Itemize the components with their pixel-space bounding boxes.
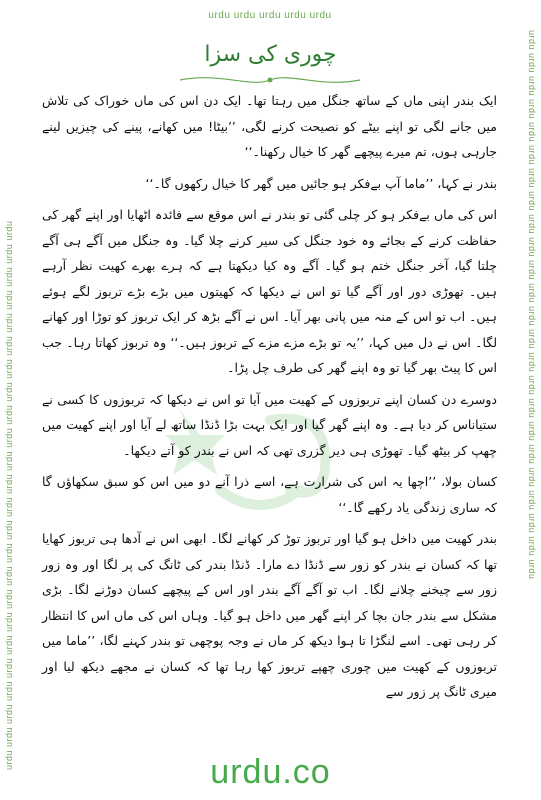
footer-logo[interactable]: urdu.co [210,753,331,791]
top-border-pattern: urdu urdu urdu urdu urdu [208,10,332,21]
right-border-pattern: urdu urdu urdu urdu urdu urdu urdu urdu urdu urdu urdu urdu urdu urdu urdu urdu urdu urdu urdu urdu urdu urdu urdu urdu [527,30,537,580]
story-paragraph: بندر کھیت میں داخل ہو گیا اور تربوز توڑ کر کھانے لگا۔ ابھی اس نے آدھا ہی تربوز کھایا تھا کہ کسان نے بندر کو زور سے ڈنڈا دے مارا۔ ڈنڈا بندر کی ٹانگ کی پر لگا اور وہ زور زور سے چیخنے چلانے لگا۔ اب تو آگے آگے بندر اور اس کے پیچھے کسان دوڑنے لگا۔ بڑی مشکل سے بندر جان بچا کر اپنے گھر میں داخل ہو گیا۔ وہاں اس کی ماں اس کا انتظار کر رہی تھی۔ اسے لنگڑا تا ہوا دیکھ کر ماں نے وجہ پوچھی تو بندر کہنے لگا، ’’ماما میں تربوزوں کے کھیت میں چوری چھپے تربوز کھا رہا تھا کہ کسان نے مجھے دیکھ لیا اور میری ٹانگ پر زور سے [42,531,497,699]
story-paragraph: ایک بندر اپنی ماں کے ساتھ جنگل میں رہتا تھا۔ ایک دن اس کی ماں خوراک کی تلاش میں جانے لگی تو اپنے بیٹے کو نصیحت کرنے لگی، ’’بیٹا! میں کھانے، پینے کی چیزیں لینے جارہی ہوں، تم میرے پیچھے گھر کا خیال رکھنا۔‘‘ [42,93,497,159]
left-border-pattern: urdu urdu urdu urdu urdu urdu urdu urdu urdu urdu urdu urdu urdu urdu urdu urdu urdu urdu urdu urdu urdu urdu urdu urdu [4,220,14,770]
title-divider-icon [170,70,370,90]
story-paragraph: دوسرے دن کسان اپنے تربوزوں کے کھیت میں آیا تو اس نے دیکھا کہ تربوزوں کا کسی نے ستیاناس کر دیا ہے۔ وہ اپنے گھر گیا اور ایک بہت بڑا ڈنڈا ساتھ لے آیا اور اپنے کھیت میں چھپ کر بیٹھ گیا۔ تھوڑی ہی دیر گزری تھی کہ اس نے بندر کو آتے دیکھا۔ [42,391,497,458]
story-paragraph: اس کی ماں بےفکر ہو کر چلی گئی تو بندر نے اس موقع سے فائدہ اٹھایا اور اپنے گھر کی حفاظت کرنے کے بجائے وہ خود جنگل کی سیر کرنے چلا گیا۔ وہ جنگل میں آگے ہی آگے چلتا گیا، آخر جنگل ختم ہو گیا۔ آگے وہ کیا دیکھتا ہے کہ ہرے بھرے کھیت نظر آرہے ہیں۔ تھوڑی دور اور آگے گیا تو اس نے دیکھا کہ کھیتوں میں بڑے بڑے تربوز لگے ہوئے ہیں۔ اب تو اس کے منہ میں پانی بھر آیا۔ اس نے آگے بڑھ کر ایک تربوز کو توڑا اور کھانے لگا۔ اس نے دل میں کہا، ’’یہ تو بڑے مزے مزے کے تربوز ہیں۔‘‘ وہ تربوز کھاتا رہا۔ جب اس کا پیٹ بھر گیا تو وہ اپنے گھر کی طرف چل پڑا۔ [42,207,497,375]
story-title: چوری کی سزا [204,42,337,67]
story-paragraph: کسان بولا، ’’اچھا یہ اس کی شرارت ہے، اسے ذرا آنے دو میں اس کو سبق سکھاؤں گا کہ ساری زندگی یاد رکھے گا۔‘‘ [42,474,497,515]
story-body [42,88,497,711]
story-paragraph: بندر نے کہا، ’’ماما آپ بےفکر ہو جائیں میں گھر کا خیال رکھوں گا۔‘‘ [145,175,497,191]
